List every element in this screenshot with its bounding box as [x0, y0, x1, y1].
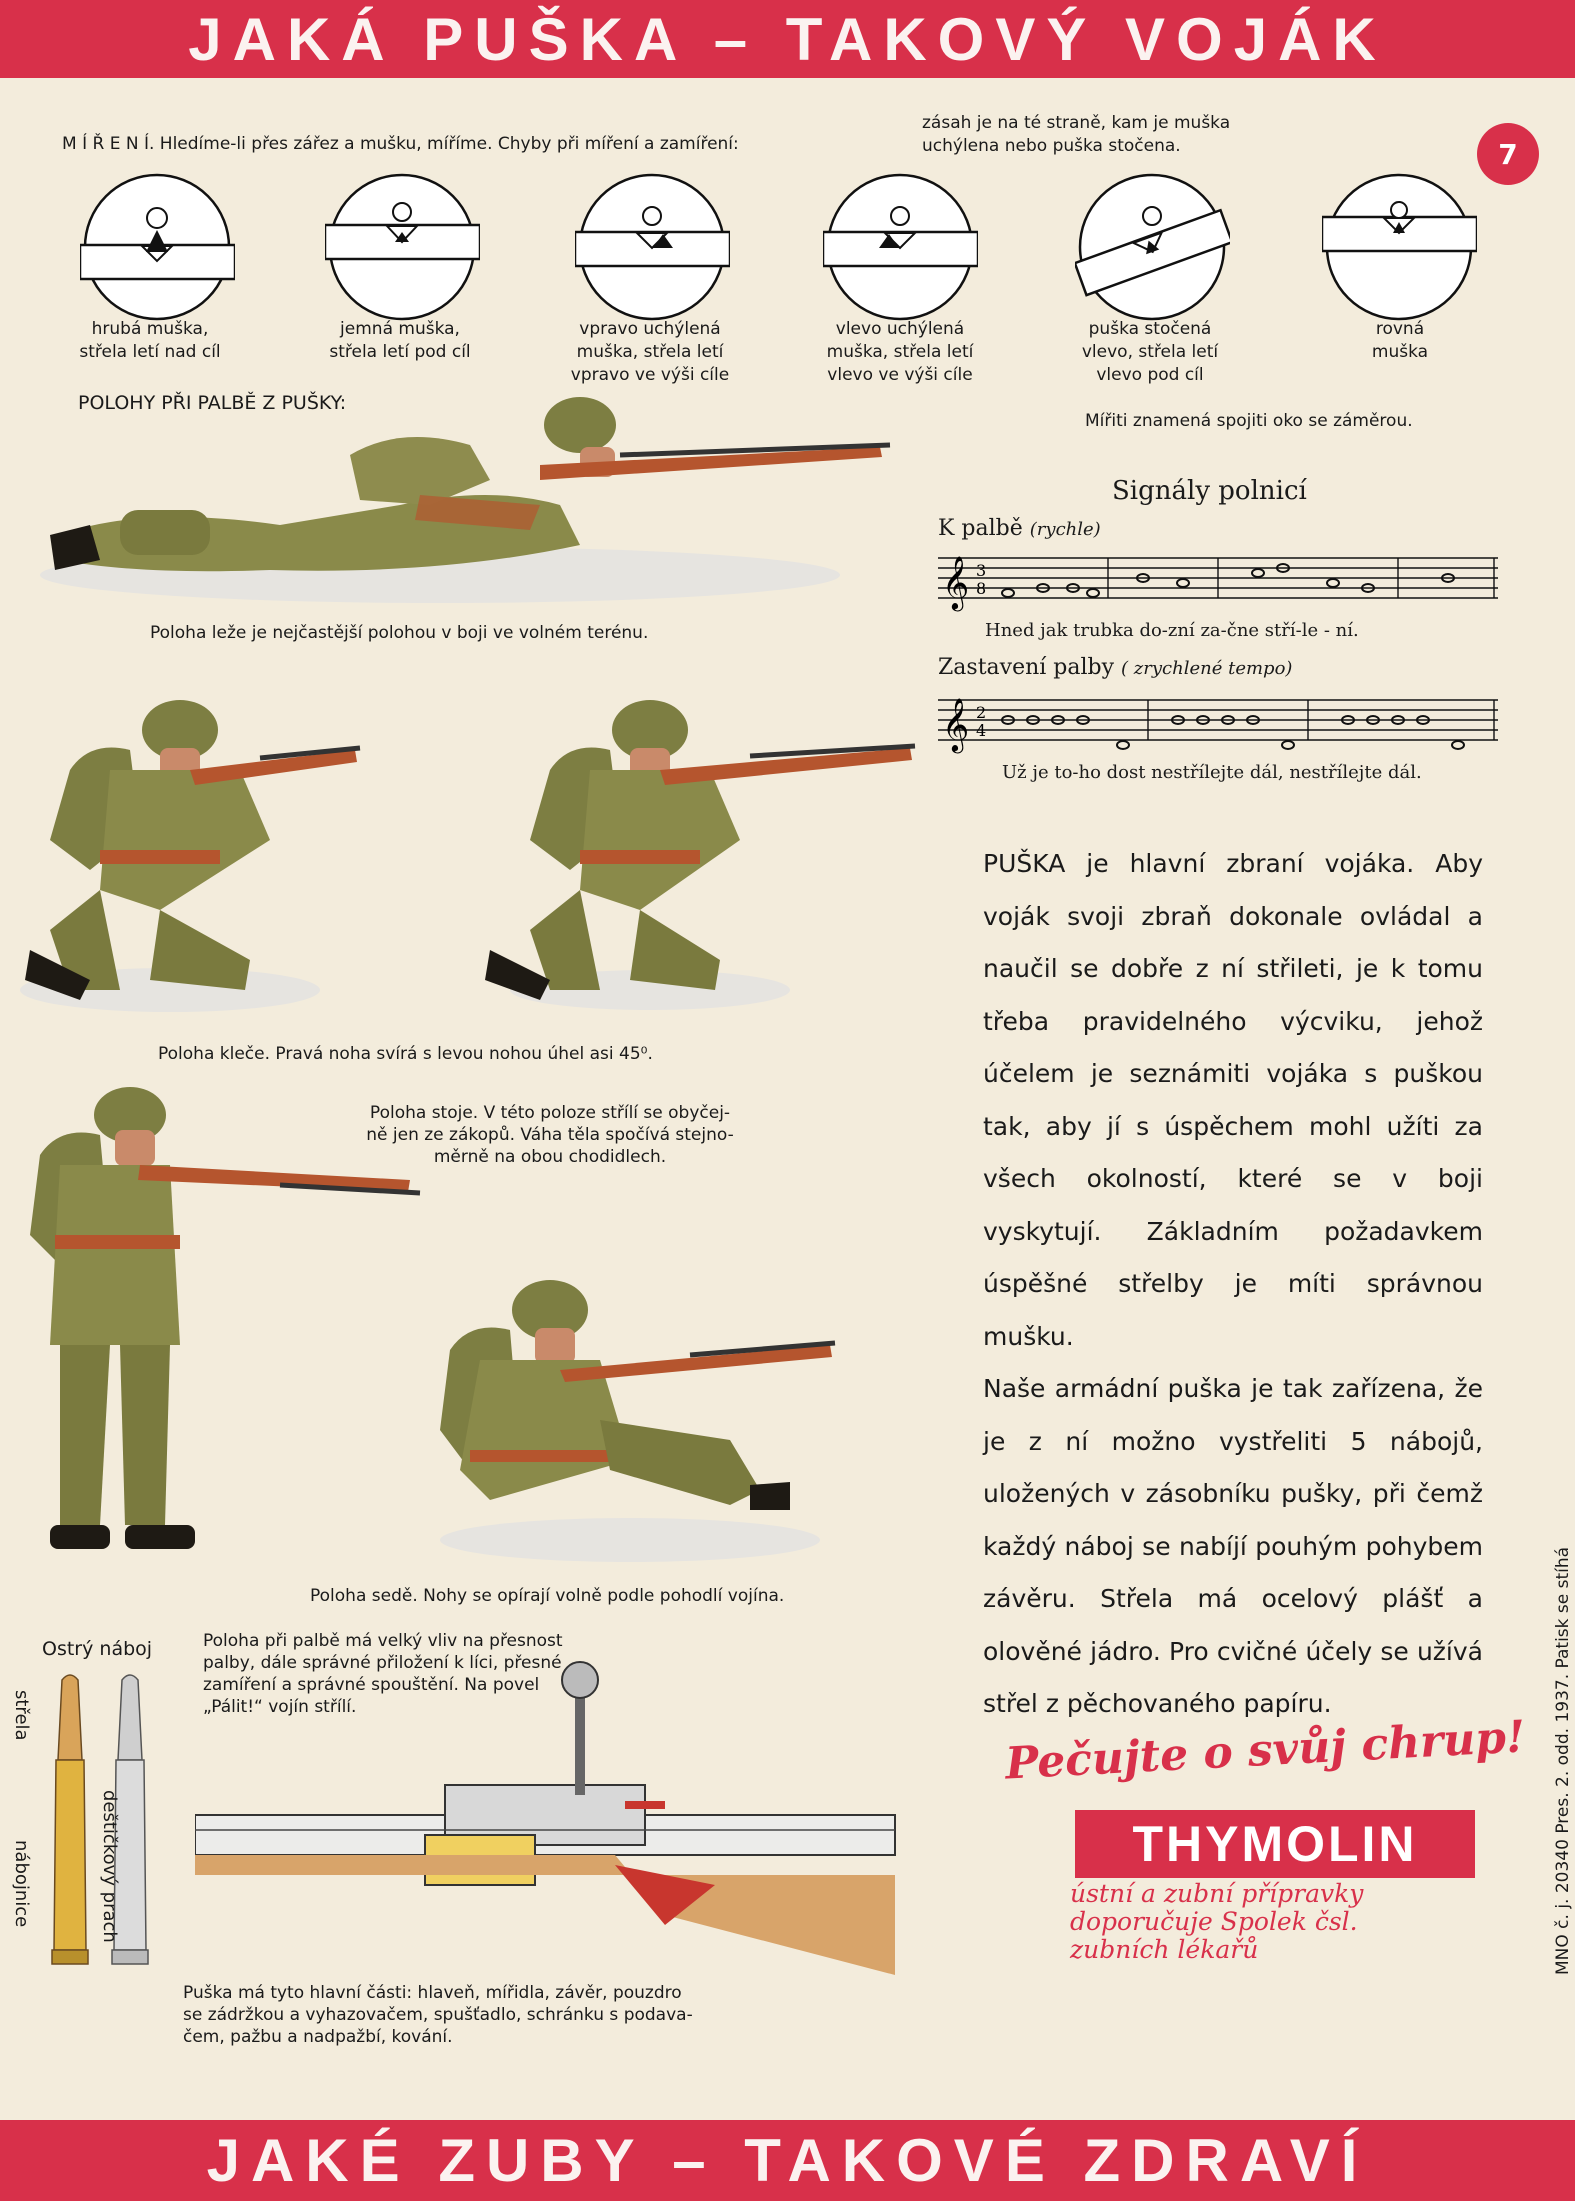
sight-correct-diagram	[1322, 170, 1477, 325]
cartridge-case-label: nábojnice	[11, 1840, 32, 1928]
ad-note: ústní a zubní přípravky doporučuje Spolek čsl. zubních lékařů	[1070, 1879, 1364, 1964]
svg-text:8: 8	[976, 579, 987, 598]
aiming-definition: Mířiti znamená spojiti oko se záměrou.	[1085, 411, 1413, 431]
ad-slogan: Pečujte o svůj chrup!	[1004, 1711, 1527, 1790]
prone-caption: Poloha leže je nejčastější polohou v boji ve volném terénu.	[150, 623, 649, 643]
aiming-intro-cont-1: zásah je na té straně, kam je muška	[922, 113, 1231, 133]
signal2-label: Zastavení palby ( zrychlené tempo)	[938, 655, 1293, 680]
print-note: MNO č. j. 20340 Pres. 2. odd. 1937. Patisk se stíhá	[1553, 1546, 1573, 1975]
svg-text:2: 2	[976, 703, 987, 722]
sight-canted-caption: puška stočená vlevo, střela letí vlevo pod cíl	[1081, 319, 1219, 385]
footer-band	[0, 2120, 1575, 2201]
signal1-label: K palbě (rychle)	[938, 516, 1101, 541]
sight-right-diagram	[575, 170, 730, 325]
rifle-description	[983, 838, 1483, 1731]
sight-fine-diagram	[325, 170, 480, 325]
sight-left-diagram	[823, 170, 978, 325]
kneeling-caption: Poloha kleče. Pravá noha svírá s levou nohou úhel asi 45⁰.	[158, 1044, 653, 1064]
header-title: JAKÁ PUŠKA – TAKOVÝ VOJÁK	[188, 5, 1387, 73]
influence-text: Poloha při palbě má velký vliv na přesnost palby, dále správné přiložení k líci, přesné zamíření a správné spouštění. Na povel „Pálit!“ vojín střílí.	[203, 1631, 563, 1717]
svg-text:3: 3	[976, 561, 987, 580]
svg-text:𝄞: 𝄞	[942, 555, 970, 609]
signal1-lyrics: Hned jak trubka do-zní za-čne stří-le - ní.	[985, 620, 1359, 641]
ad-brand: THYMOLIN	[1075, 1810, 1475, 1878]
aiming-intro-cont-2: uchýlena nebo puška stočena.	[922, 136, 1181, 156]
sight-fine-caption: jemná muška, střela letí pod cíl	[329, 319, 471, 362]
page-number-badge: 7	[1477, 123, 1539, 185]
sight-left-caption: vlevo uchýlená muška, střela letí vlevo ve výši cíle	[826, 319, 974, 385]
sitting-caption: Poloha sedě. Nohy se opírají volně podle pohodlí vojína.	[310, 1586, 785, 1606]
rifle-parts-text: Puška má tyto hlavní části: hlaveň, mířidla, závěr, pouzdro se zádržkou a vyhazovačem, spušťadlo, schránku s podava- čem, pažbu a nadpažbí, kování.	[183, 1983, 693, 2047]
footer-title: JAKÉ ZUBY – TAKOVÉ ZDRAVÍ	[206, 2127, 1369, 2194]
cartridge-powder-label: deštičkový prach	[99, 1790, 120, 1943]
signal2-staff	[938, 690, 1498, 760]
kneeling-soldiers-illustration	[10, 690, 940, 1020]
signal2-lyrics: Už je to-ho dost nestřílejte dál, nestřílejte dál.	[1002, 762, 1422, 783]
rifle-cutaway-illustration	[195, 1655, 915, 1980]
header-band	[0, 0, 1575, 78]
signal1-staff	[938, 548, 1498, 618]
sitting-soldier-illustration	[430, 1270, 910, 1570]
prone-soldier-illustration	[20, 385, 910, 605]
sight-coarse-caption: hrubá muška, střela letí nad cíl	[79, 319, 221, 362]
standing-soldier-illustration	[20, 1085, 440, 1565]
sight-coarse-diagram	[80, 170, 235, 325]
svg-text:4: 4	[976, 721, 987, 740]
positions-heading: POLOHY PŘI PALBĚ Z PUŠKY:	[78, 392, 347, 414]
rifle-description-p1: PUŠKA je hlavní zbraní vojáka. Aby voják svoji zbraň dokonale ovládal a naučil se dobře z ní střileti, je k tomu třeba pravidelného výcviku, jehož účelem je seznámiti vojáka s puškou tak, aby jí s úspěchem mohl užíti za všech okolností, které se v boji vyskytují. Základním požadavkem úspěšné střelby je míti správnou mušku.	[983, 849, 1483, 1351]
svg-text:𝄞: 𝄞	[942, 697, 970, 751]
sight-right-caption: vpravo uchýlená muška, střela letí vpravo ve výši cíle	[570, 319, 730, 385]
cartridge-title: Ostrý náboj	[42, 1638, 153, 1660]
aiming-intro: M Í Ř E N Í. Hledíme-li přes zářez a mušku, míříme. Chyby při míření a zamíření:	[62, 134, 739, 154]
sight-correct-caption: rovná muška	[1371, 319, 1429, 362]
cartridge-bullet-label: střela	[11, 1690, 32, 1741]
standing-caption: Poloha stoje. V této poloze střílí se obyčej- ně jen ze zákopů. Váha těla spočívá stejno- měrně na obou chodidlech.	[366, 1103, 734, 1167]
rifle-description-p2: Naše armádní puška je tak zařízena, že je z ní možno vystřeliti 5 nábojů, uložených v zásobníku pušky, při čemž každý náboj se nabíjí pouhým pohybem závěru. Střela má ocelový plášť a olověné jádro. Pro cvičné účely se užívá střel z pěchovaného papíru.	[983, 1374, 1483, 1718]
music-title: Signály polnicí	[1112, 476, 1307, 506]
sight-canted-diagram	[1075, 170, 1230, 325]
